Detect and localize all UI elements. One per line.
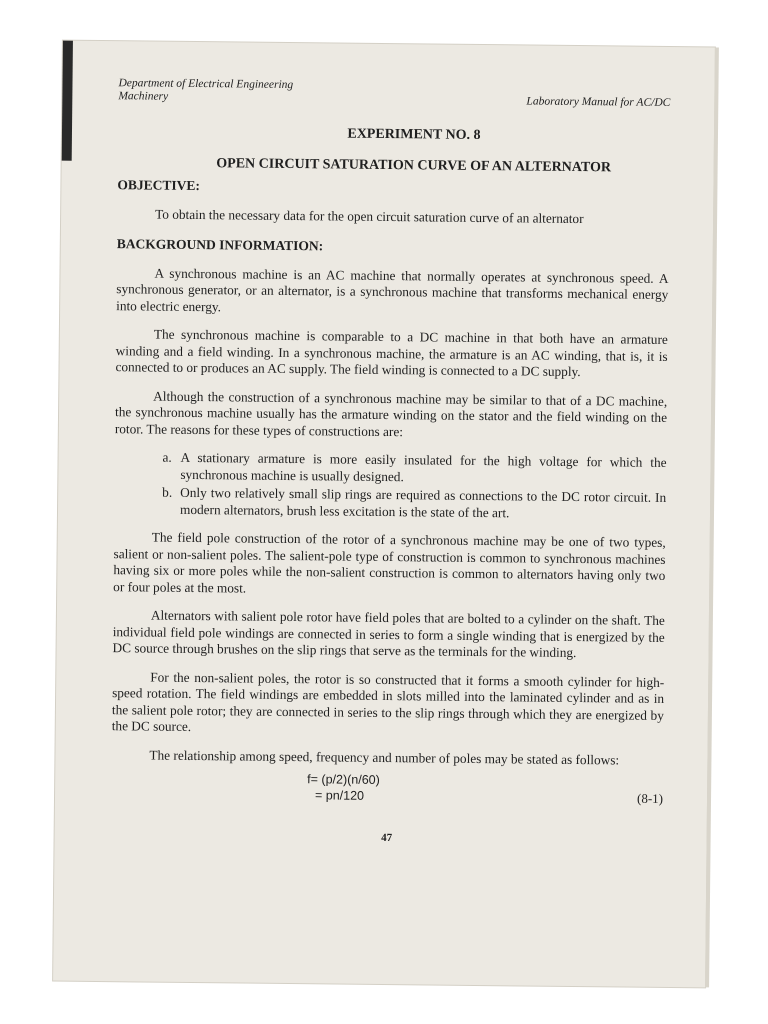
running-header bbox=[118, 77, 670, 110]
page-edge bbox=[705, 47, 719, 987]
list-item bbox=[162, 449, 667, 488]
scan-edge-shadow bbox=[62, 41, 73, 161]
background-heading: BACKGROUND INFORMATION: bbox=[116, 236, 324, 254]
document-page bbox=[53, 41, 715, 988]
formula-line-1: f= (p/2)(n/60) bbox=[307, 772, 380, 787]
header-subject: Machinery bbox=[118, 90, 169, 103]
list-item-text: Only two relatively small slip rings are required as connections to the DC rotor circuit. In modern alternators, brush less excitation is the state of the art. bbox=[179, 484, 667, 520]
formula bbox=[111, 769, 663, 811]
reasons-list bbox=[114, 449, 667, 523]
list-marker: a. bbox=[162, 449, 172, 465]
equation-number: (8-1) bbox=[636, 790, 664, 806]
paragraph: Alternators with salient pole rotor have field poles that are bolted to a cylinder on the shaft. The individual field pole windings are connected in series to form a single winding that is energized by the DC source through brushes on the slip rings that serve as the terminals for the winding. bbox=[112, 607, 665, 661]
paragraph: The synchronous machine is comparable to a DC machine in that both have an armature winding and a field winding. In a synchronous machine, the armature is an AC winding, that is, it is connected to or produces an AC supply. The field winding is connected to a DC supply. bbox=[115, 326, 668, 380]
experiment-number: EXPERIMENT NO. 8 bbox=[347, 126, 481, 143]
paragraph: A synchronous machine is an AC machine that normally operates at synchronous speed. A synchronous generator, or an alternator, is a synchronous machine that transforms mechanical energy into electric energy. bbox=[116, 265, 669, 314]
header-left bbox=[118, 77, 368, 106]
paragraph: For the non-salient poles, the rotor is so constructed that it forms a smooth cylinder for high-speed rotation. The field windings are embedded in slots milled into the laminated cylinder and as in the salient pole rotor; they are connected in series to the slip rings through which they are energized by the DC source. bbox=[111, 669, 665, 734]
list-item-text: A stationary armature is more easily insulated for the high voltage for which the synchronous machine is usually designed. bbox=[180, 449, 667, 484]
page-number: 47 bbox=[381, 831, 393, 845]
page-content bbox=[111, 77, 671, 849]
paragraph: The field pole construction of the rotor of a synchronous machine may be one of two types, salient or non-salient poles. The salient-pole type of construction is common to synchronous machines having six or more poles while the non-salient construction is common to alternators having only two or four poles at the most. bbox=[113, 529, 666, 596]
formula-line-2: = pn/120 bbox=[314, 788, 365, 803]
paragraph: The relationship among speed, frequency and number of poles may be stated as follows: bbox=[149, 747, 620, 767]
list-marker: b. bbox=[162, 484, 173, 500]
experiment-title: OPEN CIRCUIT SATURATION CURVE OF AN ALTERNATOR bbox=[216, 155, 612, 175]
objective-heading: OBJECTIVE: bbox=[117, 177, 201, 194]
list-item bbox=[162, 484, 667, 523]
paragraph: Although the construction of a synchronous machine may be similar to that of a DC machine, the synchronous machine usually has the armature winding on the stator and the field winding on the rotor. The reasons for these types of constructions are: bbox=[114, 388, 668, 439]
header-manual-title: Laboratory Manual for AC/DC bbox=[526, 95, 671, 109]
objective-text: To obtain the necessary data for the open circuit saturation curve of an alternator bbox=[155, 206, 584, 226]
header-department: Department of Electrical Engineering bbox=[118, 77, 294, 92]
